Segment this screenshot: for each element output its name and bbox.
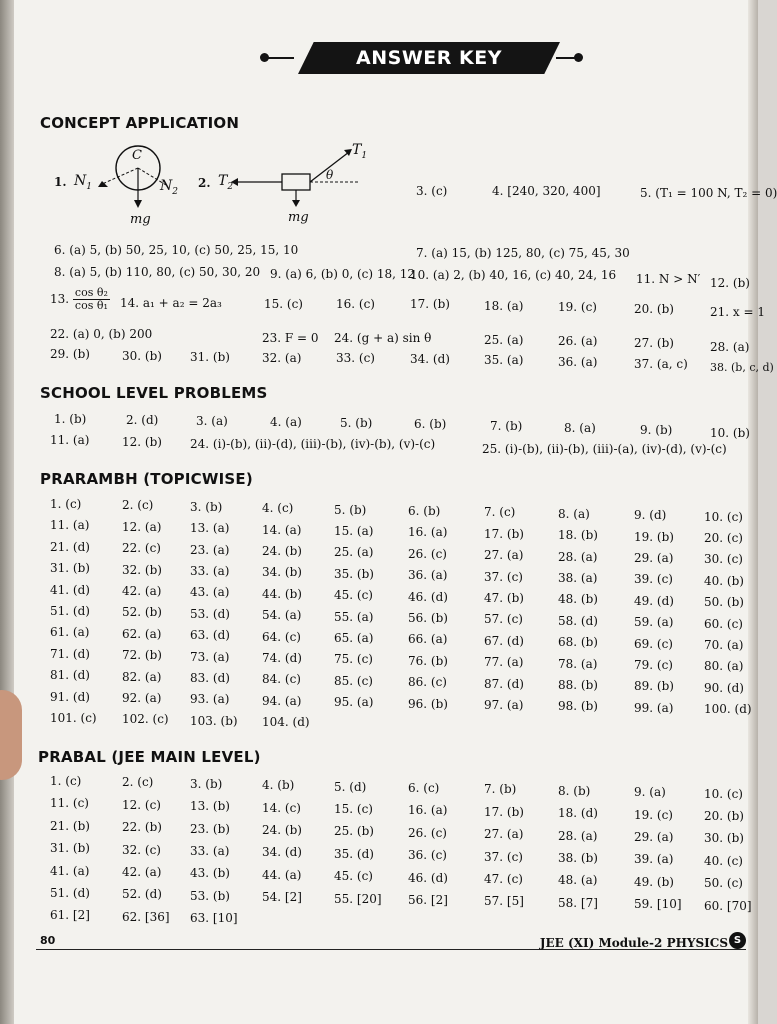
concept-answer: 18. (a)	[484, 299, 524, 313]
prabal-answer: 33. (a)	[190, 844, 230, 858]
prarambh-answer: 63. (d)	[190, 628, 230, 643]
prabal-answer: 36. (c)	[408, 848, 447, 863]
prabal-answer: 4. (b)	[262, 778, 295, 793]
prarambh-answer: 47. (b)	[484, 591, 524, 605]
prarambh-answer: 28. (a)	[558, 549, 598, 564]
concept-answer: 29. (b)	[50, 347, 90, 361]
prarambh-answer: 71. (d)	[50, 646, 90, 661]
prarambh-answer: 83. (d)	[190, 671, 230, 685]
prabal-answer: 53. (b)	[190, 888, 230, 903]
prabal-answer: 49. (b)	[634, 874, 674, 889]
concept-answer: 19. (c)	[558, 300, 597, 314]
prabal-answer: 52. (d)	[122, 887, 162, 902]
prabal-answer: 28. (a)	[558, 828, 598, 843]
q1-n1-sub: 1	[86, 181, 92, 192]
prarambh-answer: 103. (b)	[190, 713, 238, 728]
prarambh-answer: 17. (b)	[484, 526, 524, 541]
prarambh-answer: 30. (c)	[704, 552, 743, 567]
q1-number: 1.	[54, 175, 67, 189]
prarambh-answer: 41. (d)	[50, 582, 90, 597]
prarambh-answer: 61. (a)	[50, 625, 90, 640]
prarambh-answer: 86. (c)	[408, 675, 447, 690]
prabal-answer: 46. (d)	[408, 870, 448, 885]
prabal-answer: 39. (a)	[634, 852, 674, 867]
prarambh-answer: 76. (b)	[408, 653, 448, 668]
school-answer: 12. (b)	[122, 435, 162, 449]
diagram-q1	[40, 140, 190, 230]
prabal-answer: 54. [2]	[262, 890, 302, 905]
prarambh-answer: 52. (b)	[122, 605, 162, 620]
q1-n1-text: N	[74, 173, 87, 189]
q13-denominator: cos θ₁	[74, 299, 108, 312]
concept-answer: 16. (c)	[336, 297, 375, 311]
concept-answer: 12. (b)	[710, 276, 750, 290]
prarambh-answer: 59. (a)	[634, 615, 674, 630]
prarambh-answer: 50. (b)	[704, 595, 744, 610]
prabal-answer: 31. (b)	[50, 841, 90, 856]
prarambh-answer: 75. (c)	[334, 652, 373, 667]
concept-answer: 25. (a)	[484, 333, 524, 347]
prarambh-answer: 43. (a)	[190, 585, 230, 600]
prarambh-answer: 34. (b)	[262, 565, 302, 580]
concept-answer: 3. (c)	[416, 184, 448, 198]
prarambh-answer: 29. (a)	[634, 551, 674, 565]
prarambh-answer: 100. (d)	[704, 702, 752, 717]
prarambh-answer: 72. (b)	[122, 648, 162, 663]
prarambh-answer: 7. (c)	[484, 505, 516, 520]
prarambh-answer: 11. (a)	[50, 518, 90, 533]
prarambh-answer: 25. (a)	[334, 545, 374, 560]
q2-t2-text: T	[218, 173, 228, 189]
prarambh-answer: 78. (a)	[558, 656, 598, 671]
q2-theta-label: θ	[326, 168, 334, 182]
prabal-answer: 18. (d)	[558, 806, 598, 821]
q2-t2-sub: 2	[227, 181, 234, 192]
prarambh-answer: 18. (b)	[558, 528, 598, 543]
prarambh-answer: 44. (b)	[262, 586, 302, 601]
prarambh-answer: 65. (a)	[334, 631, 374, 645]
prabal-answer: 9. (a)	[634, 785, 666, 800]
prarambh-answer: 45. (c)	[334, 588, 373, 603]
prabal-answer: 2. (c)	[122, 775, 154, 790]
concept-answer: 20. (b)	[634, 302, 674, 316]
prarambh-answer: 97. (a)	[484, 698, 524, 712]
prabal-answer: 32. (c)	[122, 842, 161, 857]
prarambh-answer: 13. (a)	[190, 521, 230, 536]
school-answer: 8. (a)	[564, 421, 596, 435]
prarambh-answer: 20. (c)	[704, 531, 743, 545]
prarambh-answer: 66. (a)	[408, 632, 448, 647]
prabal-answer: 5. (d)	[334, 779, 367, 794]
prarambh-answer: 24. (b)	[262, 544, 302, 558]
prarambh-answer: 42. (a)	[122, 584, 162, 598]
diagram-q2	[194, 140, 394, 230]
concept-answer: 8. (a) 5, (b) 110, 80, (c) 50, 30, 20	[54, 265, 261, 279]
prabal-answer: 13. (b)	[190, 799, 230, 814]
prarambh-answer: 84. (c)	[262, 672, 301, 687]
q1-n2-label	[160, 178, 178, 197]
prabal-answer: 14. (c)	[262, 800, 301, 815]
prarambh-answer: 27. (a)	[484, 548, 524, 563]
prarambh-answer: 62. (a)	[122, 626, 162, 641]
prarambh-answer: 98. (b)	[558, 699, 598, 714]
prabal-answer: 27. (a)	[484, 827, 524, 842]
prabal-answer: 44. (a)	[262, 867, 302, 882]
prabal-answer: 61. [2]	[50, 908, 90, 923]
prarambh-answer: 3. (b)	[190, 499, 223, 514]
prarambh-answer: 64. (c)	[262, 629, 301, 644]
prarambh-answer: 22. (c)	[122, 541, 161, 556]
prarambh-answer: 37. (c)	[484, 569, 523, 584]
prarambh-answer: 102. (c)	[122, 712, 169, 727]
page-title: ANSWER KEY	[356, 47, 502, 69]
q2-t1-label	[352, 142, 367, 161]
prabal-answer: 15. (c)	[334, 802, 373, 816]
concept-answer: 38. (b, c, d)	[710, 361, 774, 374]
school-answer: 25. (i)-(b), (ii)-(b), (iii)-(a), (iv)-(d), (v)-(c)	[482, 442, 727, 456]
prarambh-answer: 4. (c)	[262, 501, 294, 516]
prarambh-answer: 93. (a)	[190, 692, 230, 707]
prabal-answer: 17. (b)	[484, 804, 524, 819]
prarambh-answer: 53. (d)	[190, 606, 230, 621]
school-answer: 4. (a)	[270, 415, 302, 429]
prarambh-answer: 26. (c)	[408, 546, 447, 561]
school-answer: 3. (a)	[196, 414, 228, 428]
prabal-answer: 20. (b)	[704, 809, 744, 823]
school-answer: 7. (b)	[490, 419, 523, 433]
prarambh-answer: 32. (b)	[122, 562, 162, 577]
prabal-answer: 16. (a)	[408, 803, 448, 818]
prarambh-answer: 82. (a)	[122, 669, 162, 684]
prabal-answer: 1. (c)	[50, 774, 82, 788]
prarambh-answer: 80. (a)	[704, 659, 744, 674]
prabal-answer: 60. [70]	[704, 898, 752, 913]
concept-answer: 24. (g + a) sin θ	[334, 331, 432, 345]
school-answer: 11. (a)	[50, 433, 90, 447]
prarambh-answer: 99. (a)	[634, 700, 674, 715]
prabal-answer: 29. (a)	[634, 830, 674, 844]
prarambh-answer: 55. (a)	[334, 609, 374, 624]
prarambh-answer: 74. (d)	[262, 651, 302, 665]
prarambh-answer: 51. (d)	[50, 604, 90, 618]
section-school-level: SCHOOL LEVEL PROBLEMS	[40, 384, 268, 402]
prabal-answer: 51. (d)	[50, 886, 90, 900]
prarambh-answer: 48. (b)	[558, 592, 598, 607]
prabal-answer: 45. (c)	[334, 869, 373, 884]
prabal-answer: 37. (c)	[484, 849, 523, 864]
prabal-answer: 40. (c)	[704, 853, 743, 868]
prarambh-answer: 38. (a)	[558, 571, 598, 585]
concept-answer: 31. (b)	[190, 350, 230, 364]
prabal-answer: 42. (a)	[122, 865, 162, 879]
school-answer: 1. (b)	[54, 412, 87, 426]
answer-key-page	[14, 0, 777, 1024]
prabal-answer: 6. (c)	[408, 781, 440, 795]
concept-answer: 10. (a) 2, (b) 40, 16, (c) 40, 24, 16	[410, 268, 617, 282]
q1-mg-label: mg	[130, 212, 151, 227]
thumb-photo-edge	[0, 690, 22, 780]
banner-dot-left	[260, 53, 269, 62]
prarambh-answer: 16. (a)	[408, 525, 448, 540]
school-answer: 5. (b)	[340, 416, 373, 430]
brand-logo-icon: S	[729, 932, 746, 949]
prarambh-answer: 67. (d)	[484, 633, 524, 648]
concept-answer: 35. (a)	[484, 353, 524, 367]
q1-c-label: C	[132, 148, 142, 163]
prabal-answer: 7. (b)	[484, 782, 517, 797]
book-spine-shadow	[0, 0, 14, 1024]
prarambh-answer: 81. (d)	[50, 668, 90, 683]
prabal-answer: 22. (b)	[122, 820, 162, 835]
school-answer: 24. (i)-(b), (ii)-(d), (iii)-(b), (iv)-(b), (v)-(c)	[190, 437, 436, 451]
prarambh-answer: 49. (d)	[634, 593, 674, 608]
concept-answer: 36. (a)	[558, 355, 598, 369]
concept-answer: 32. (a)	[262, 351, 302, 365]
concept-answer: 4. [240, 320, 400]	[492, 184, 601, 198]
prarambh-answer: 10. (c)	[704, 509, 743, 524]
prarambh-answer: 58. (d)	[558, 613, 598, 628]
prabal-answer: 56. [2]	[408, 893, 448, 907]
prabal-answer: 34. (d)	[262, 845, 302, 860]
prarambh-answer: 92. (a)	[122, 691, 162, 705]
prabal-answer: 47. (c)	[484, 872, 523, 886]
prabal-answer: 50. (c)	[704, 876, 743, 891]
school-answer: 2. (d)	[126, 413, 159, 427]
concept-answer: 27. (b)	[634, 336, 674, 350]
prabal-answer: 8. (b)	[558, 783, 591, 798]
banner-dot-right	[574, 53, 583, 62]
concept-answer: 33. (c)	[336, 351, 375, 365]
prarambh-answer: 36. (a)	[408, 568, 448, 583]
prarambh-answer: 21. (d)	[50, 539, 90, 554]
prabal-answer: 10. (c)	[704, 786, 743, 801]
concept-answer: 30. (b)	[122, 349, 162, 363]
section-concept-application: CONCEPT APPLICATION	[40, 114, 240, 132]
prarambh-answer: 95. (a)	[334, 695, 374, 710]
prarambh-answer: 88. (b)	[558, 678, 598, 692]
concept-answer: 28. (a)	[710, 340, 750, 354]
prabal-answer: 57. [5]	[484, 894, 524, 909]
prabal-answer: 24. (b)	[262, 823, 302, 837]
prarambh-answer: 60. (c)	[704, 616, 743, 631]
q1-n2-sub: 2	[172, 186, 178, 197]
prarambh-answer: 104. (d)	[262, 715, 310, 730]
prarambh-answer: 8. (a)	[558, 506, 590, 521]
prarambh-answer: 15. (a)	[334, 524, 374, 538]
prarambh-answer: 89. (b)	[634, 679, 674, 694]
prarambh-answer: 69. (c)	[634, 636, 673, 651]
prabal-answer: 23. (b)	[190, 821, 230, 836]
prarambh-answer: 23. (a)	[190, 542, 230, 557]
prarambh-answer: 77. (a)	[484, 655, 524, 670]
page-edge	[748, 0, 758, 1024]
prabal-answer: 26. (c)	[408, 825, 447, 840]
q1-n2-text: N	[160, 178, 173, 194]
prarambh-answer: 9. (d)	[634, 508, 667, 523]
prarambh-answer: 33. (a)	[190, 564, 230, 578]
prarambh-answer: 57. (c)	[484, 612, 523, 627]
footer-title: JEE (XI) Module-2 PHYSICS	[539, 936, 728, 950]
prarambh-answer: 70. (a)	[704, 638, 744, 652]
concept-answer: 22. (a) 0, (b) 200	[50, 327, 153, 341]
prabal-answer: 3. (b)	[190, 776, 223, 791]
prarambh-answer: 6. (b)	[408, 504, 441, 518]
prarambh-answer: 68. (b)	[558, 635, 598, 650]
concept-answer: 34. (d)	[410, 352, 450, 366]
prarambh-answer: 90. (d)	[704, 680, 744, 695]
concept-answer: 23. F = 0	[262, 331, 319, 345]
concept-answer: 9. (a) 6, (b) 0, (c) 18, 12	[270, 267, 416, 281]
concept-answer: 17. (b)	[410, 297, 450, 311]
q13-fraction	[73, 287, 110, 312]
concept-answer: 7. (a) 15, (b) 125, 80, (c) 75, 45, 30	[416, 246, 630, 260]
prarambh-answer: 91. (d)	[50, 689, 90, 704]
prabal-answer: 63. [10]	[190, 911, 238, 926]
prarambh-answer: 101. (c)	[50, 711, 97, 725]
prarambh-answer: 85. (c)	[334, 673, 373, 688]
prabal-answer: 11. (c)	[50, 796, 89, 811]
prabal-answer: 30. (b)	[704, 831, 744, 846]
q2-number: 2.	[198, 176, 211, 190]
prarambh-answer: 46. (d)	[408, 589, 448, 604]
school-answer: 9. (b)	[640, 423, 673, 437]
concept-answer: 37. (a, c)	[634, 357, 688, 371]
school-answer: 10. (b)	[710, 426, 750, 440]
concept-answer: 14. a₁ + a₂ = 2a₃	[120, 296, 222, 310]
page-number: 80	[40, 934, 56, 947]
prabal-answer: 21. (b)	[50, 818, 90, 833]
prarambh-answer: 19. (b)	[634, 529, 674, 544]
concept-answer-13	[50, 287, 110, 312]
concept-answer: 6. (a) 5, (b) 50, 25, 10, (c) 50, 25, 15, 10	[54, 243, 299, 257]
q2-t1-text: T	[352, 142, 362, 158]
concept-answer: 26. (a)	[558, 334, 598, 348]
prarambh-answer: 54. (a)	[262, 608, 302, 623]
prarambh-answer: 40. (b)	[704, 573, 744, 588]
prabal-answer: 19. (c)	[634, 807, 673, 822]
prarambh-answer: 39. (c)	[634, 572, 673, 587]
prabal-answer: 58. [7]	[558, 895, 598, 910]
prarambh-answer: 14. (a)	[262, 522, 302, 537]
answer-key-banner	[284, 40, 574, 76]
prarambh-answer: 96. (b)	[408, 696, 448, 711]
prabal-answer: 38. (b)	[558, 851, 598, 865]
concept-answer: 11. N > N′	[636, 272, 701, 286]
prabal-answer: 41. (a)	[50, 863, 90, 878]
prarambh-answer: 87. (d)	[484, 676, 524, 691]
prabal-answer: 35. (d)	[334, 846, 374, 861]
prarambh-answer: 31. (b)	[50, 561, 90, 576]
q13-numerator: cos θ₂	[74, 286, 108, 299]
prabal-answer: 12. (c)	[122, 797, 161, 812]
prabal-answer: 59. [10]	[634, 897, 682, 912]
prabal-answer: 62. [36]	[122, 909, 170, 924]
concept-answer: 15. (c)	[264, 297, 303, 311]
school-answer: 6. (b)	[414, 417, 447, 431]
prarambh-answer: 79. (c)	[634, 658, 673, 672]
prabal-answer: 48. (a)	[558, 873, 598, 888]
prarambh-answer: 1. (c)	[50, 497, 82, 511]
prarambh-answer: 73. (a)	[190, 649, 230, 664]
q2-mg-label: mg	[288, 210, 309, 225]
concept-answer: 5. (T₁ = 100 N, T₂ = 0)	[640, 186, 777, 200]
prabal-answer: 43. (b)	[190, 866, 230, 881]
q2-t1-sub: 1	[361, 150, 368, 161]
prarambh-answer: 35. (b)	[334, 566, 374, 581]
prarambh-answer: 56. (b)	[408, 611, 448, 625]
prarambh-answer: 5. (b)	[334, 502, 367, 517]
concept-answer: 21. x = 1	[710, 305, 765, 319]
prabal-answer: 55. [20]	[334, 891, 382, 906]
prarambh-answer: 12. (a)	[122, 519, 162, 534]
prabal-answer: 25. (b)	[334, 824, 374, 839]
prarambh-answer: 2. (c)	[122, 498, 154, 513]
section-prarambh: PRARAMBH (TOPICWISE)	[40, 470, 253, 488]
section-prabal: PRABAL (JEE MAIN LEVEL)	[38, 748, 261, 766]
prarambh-answer: 94. (a)	[262, 693, 302, 708]
q13-number: 13.	[50, 292, 70, 306]
